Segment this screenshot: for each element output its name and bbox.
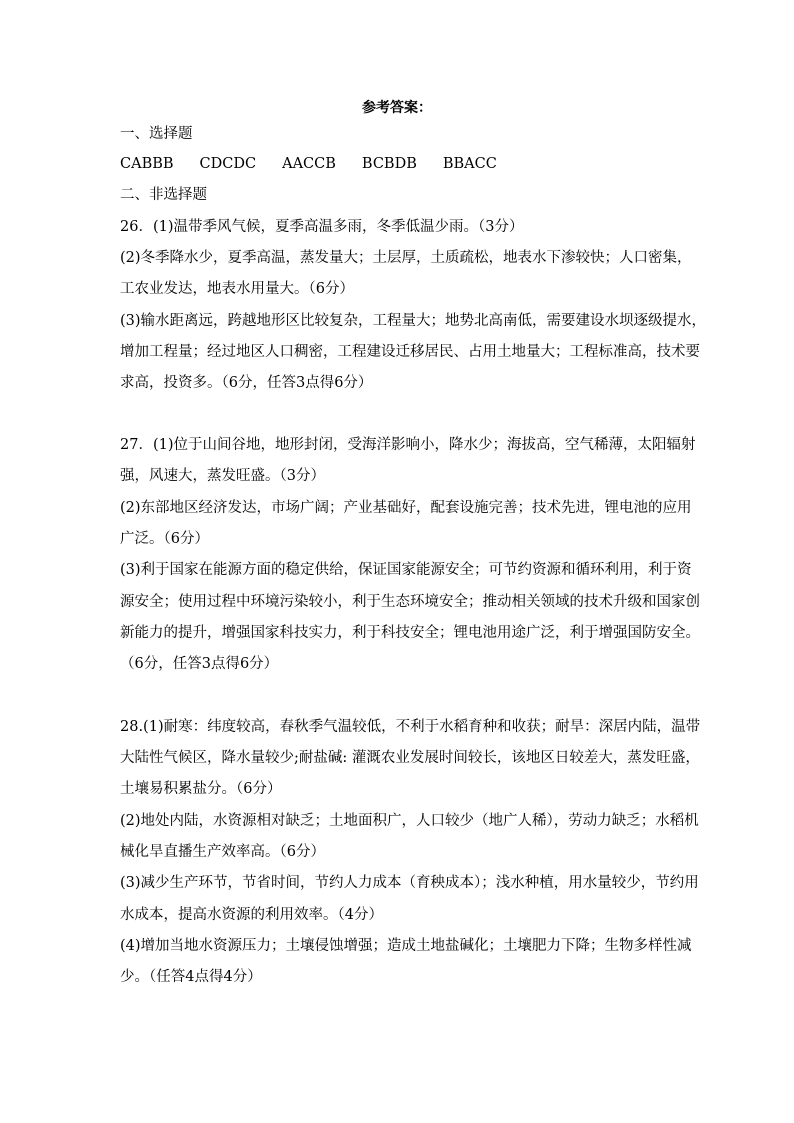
q26-line: (3)输水距离远，跨越地形区比较复杂，工程量大；地势北高南低，需要建设水坝逐级提水， xyxy=(120,313,707,329)
q26-line: 工农业发达，地表水用量大。（6分） xyxy=(120,281,354,297)
q26-line: 增加工程量；经过地区人口稠密，工程建设迁移居民、占用土地量大；工程标准高，技术要 xyxy=(120,344,700,360)
q28-line: (3)减少生产环节，节省时间，节约人力成本（育秧成本）；浅水种植，用水量较少，节约用 xyxy=(120,875,699,891)
q26-line: 求高，投资多。（6分，任答3点得6分） xyxy=(120,375,373,391)
q28-line: (4)增加当地水资源压力；土壤侵蚀增强；造成土地盐碱化；土壤肥力下降；生物多样性减 xyxy=(120,938,692,954)
page-title: 参考答案： xyxy=(362,100,432,116)
q27-line: (3)利于国家在能源方面的稳定供给，保证国家能源安全；可节约资源和循环利用，利于资 xyxy=(120,562,692,578)
q27-line: （6分，任答3点得6分） xyxy=(120,656,279,672)
q27-line: 27．(1)位于山间谷地，地形封闭，受海洋影响小，降水少；海拔高，空气稀薄，太阳辐射 xyxy=(120,437,696,453)
q28-line: 水成本，提高水资源的利用效率。（4分） xyxy=(120,907,383,923)
answer-group: BCBDB xyxy=(361,156,417,172)
q26-line: (2)冬季降水少，夏季高温，蒸发量大；土层厚，土质疏松，地表水下渗较快；人口密集， xyxy=(120,250,692,266)
q28-line: 大陆性气候区，降水量较少;耐盐碱: 灌溉农业发展时间较长，该地区日较差大，蒸发旺盛， xyxy=(120,750,700,766)
q28-line: 土壤易积累盐分。（6分） xyxy=(120,781,282,797)
section-heading-choice: 一、选择题 xyxy=(120,126,193,142)
q27-line: 强，风速大，蒸发旺盛。（3分） xyxy=(120,468,325,484)
q28-line: (2)地处内陆，水资源相对缺乏；土地面积广，人口较少（地广人稀），劳动力缺乏；水稻机 xyxy=(120,813,699,829)
q27-line: (2)东部地区经济发达，市场广阔；产业基础好，配套设施完善；技术先进，锂电池的应用 xyxy=(120,500,692,516)
answer-group: AACCB xyxy=(282,156,336,172)
answer-group: CABBB xyxy=(120,156,174,172)
section-heading-nonchoice: 二、非选择题 xyxy=(120,187,207,203)
q28-line: 械化旱直播生产效率高。（6分） xyxy=(120,844,325,860)
q27-line: 广泛。（6分） xyxy=(120,531,209,547)
q28-line: 28.(1)耐寒：纬度较高，春秋季气温较低，不利于水稻育种和收获；耐旱：深居内陆，温带 xyxy=(120,719,701,735)
q26-line: 26．(1)温带季风气候，夏季高温多雨，冬季低温少雨。（3分） xyxy=(120,219,524,235)
answer-group: CDCDC xyxy=(199,156,257,172)
answer-group: BBACC xyxy=(442,156,497,172)
q28-line: 少。（任答4点得4分） xyxy=(120,969,262,985)
choice-answers-row xyxy=(120,154,523,174)
q27-line: 新能力的提升，增强国家科技实力，利于科技安全；锂电池用途广泛，利于增强国防安全。 xyxy=(120,625,700,641)
q27-line: 源安全；使用过程中环境污染较小，利于生态环境安全；推动相关领域的技术升级和国家创 xyxy=(120,594,700,610)
